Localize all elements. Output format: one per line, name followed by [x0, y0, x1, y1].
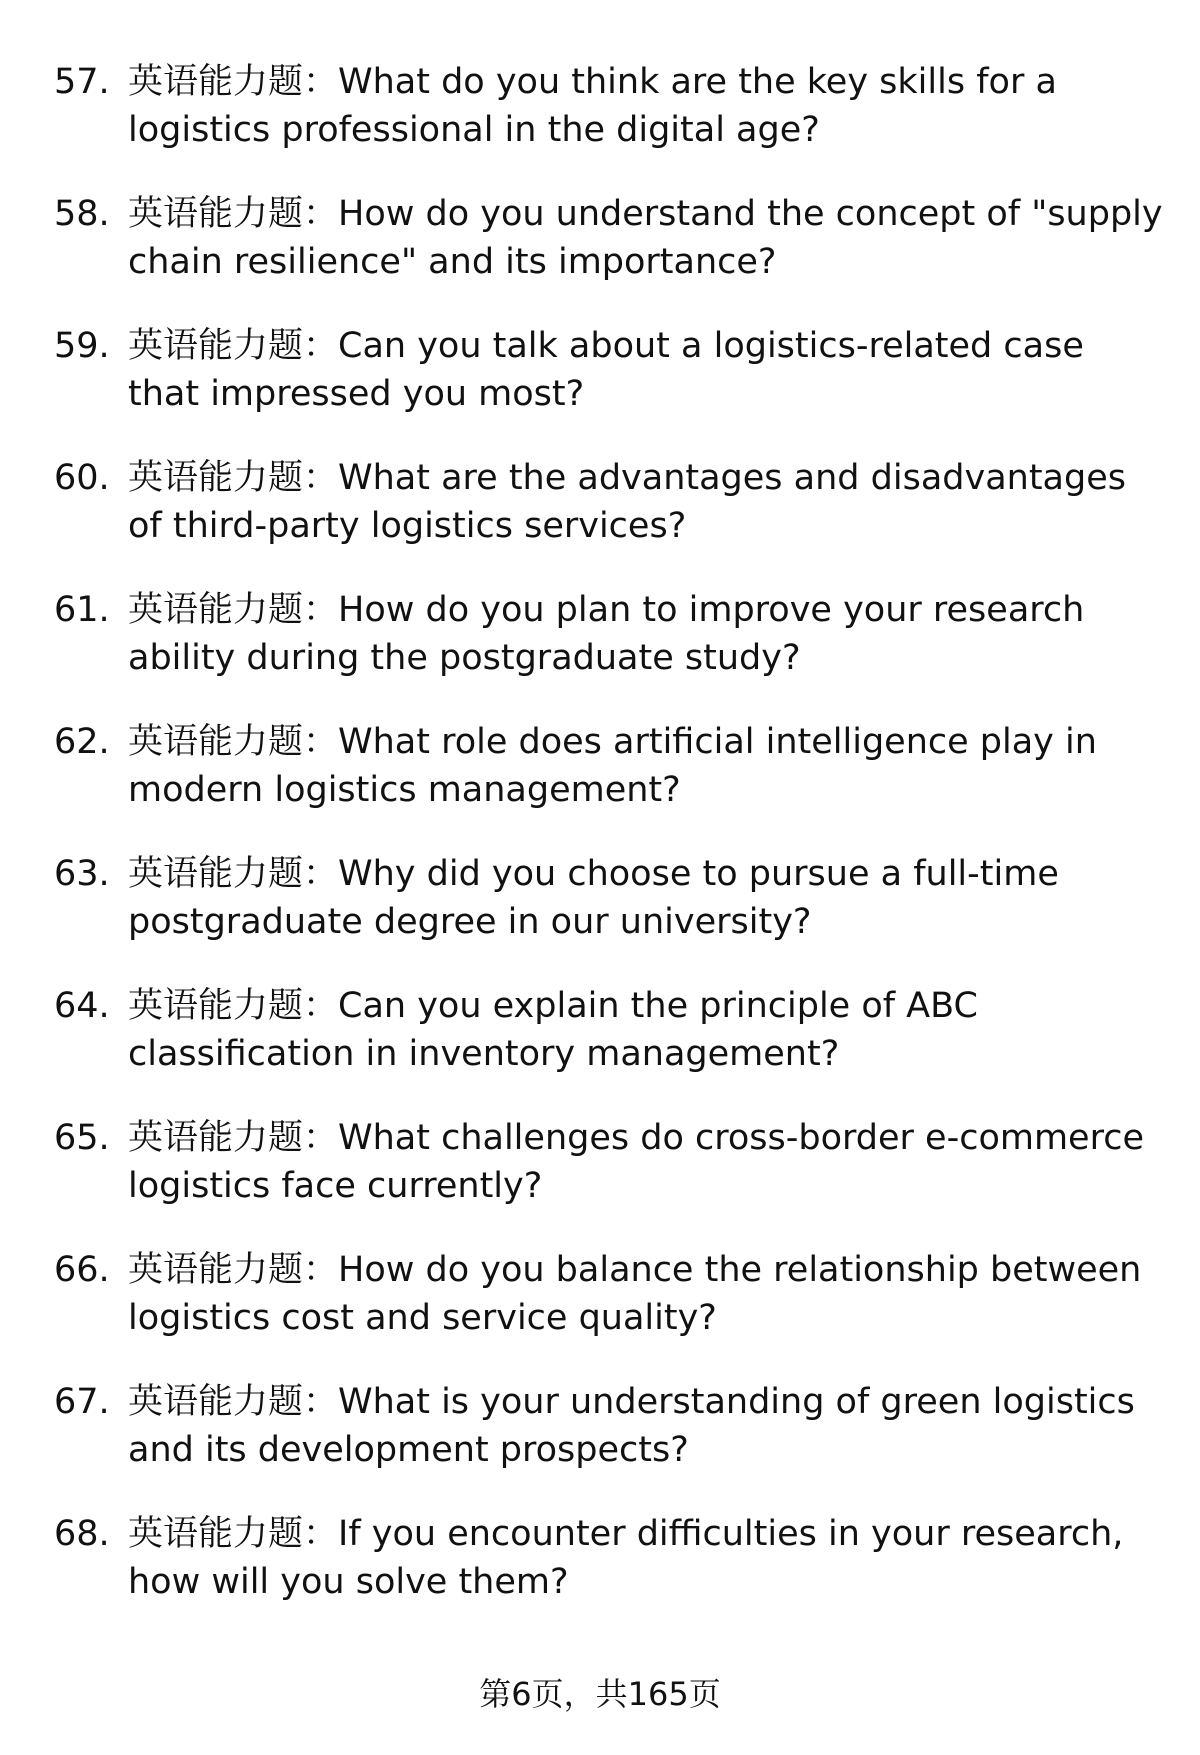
question-text: 英语能力题：Can you talk about a logistics-related case that impressed you most? — [128, 326, 1084, 414]
question-item — [54, 454, 1164, 586]
question-number: 67. — [54, 1382, 110, 1422]
question-item — [54, 1246, 1164, 1378]
question-item — [54, 850, 1164, 982]
question-number: 58. — [54, 194, 110, 234]
question-text: 英语能力题：Why did you choose to pursue a full-time postgraduate degree in our university? — [128, 854, 1059, 942]
question-item — [54, 1378, 1164, 1510]
question-text: 英语能力题：How do you plan to improve your research ability during the postgraduate study? — [128, 590, 1085, 678]
question-text: 英语能力题：How do you balance the relationship between logistics cost and service quality? — [128, 1250, 1142, 1338]
question-text: 英语能力题：What role does artificial intelligence play in modern logistics management? — [128, 722, 1097, 810]
question-number: 68. — [54, 1514, 110, 1554]
question-text: 英语能力题：If you encounter difficulties in your research, how will you solve them? — [128, 1514, 1124, 1602]
question-number: 57. — [54, 62, 110, 102]
question-item — [54, 58, 1164, 190]
question-number: 61. — [54, 590, 110, 630]
question-item — [54, 322, 1164, 454]
question-item — [54, 1114, 1164, 1246]
question-number: 66. — [54, 1250, 110, 1290]
question-list — [54, 58, 1164, 1642]
question-item — [54, 982, 1164, 1114]
question-text: 英语能力题：What are the advantages and disadvantages of third-party logistics services? — [128, 458, 1126, 546]
question-item — [54, 1510, 1164, 1642]
question-item — [54, 586, 1164, 718]
question-number: 65. — [54, 1118, 110, 1158]
question-number: 59. — [54, 326, 110, 366]
question-text: 英语能力题：Can you explain the principle of ABC classification in inventory management? — [128, 986, 978, 1074]
question-text: 英语能力题：What challenges do cross-border e-commerce logistics face currently? — [128, 1118, 1144, 1206]
question-text: 英语能力题：What is your understanding of green logistics and its development prospects? — [128, 1382, 1135, 1470]
page-footer: 第6页，共165页 — [479, 1675, 721, 1713]
question-number: 63. — [54, 854, 110, 894]
question-number: 64. — [54, 986, 110, 1026]
question-item — [54, 190, 1164, 322]
question-item — [54, 718, 1164, 850]
question-text: 英语能力题：What do you think are the key skills for a logistics professional in the digital age? — [128, 62, 1057, 150]
question-number: 62. — [54, 722, 110, 762]
question-number: 60. — [54, 458, 110, 498]
question-text: 英语能力题：How do you understand the concept of "supply chain resilience" and its importance? — [128, 194, 1163, 282]
